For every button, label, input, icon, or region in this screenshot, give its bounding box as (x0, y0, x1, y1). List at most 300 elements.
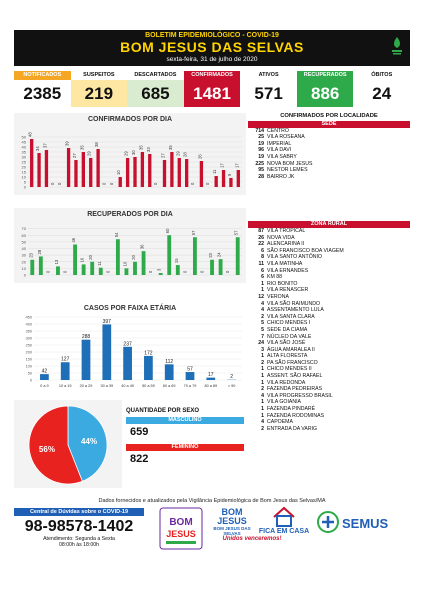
y-tick-label: 45 (21, 139, 26, 145)
locality-count: 2 (261, 313, 264, 320)
y-tick-label: 0 (23, 272, 26, 278)
y-tick-label: 10 (21, 265, 26, 271)
bar (163, 160, 166, 187)
y-tick-label: 250 (25, 343, 32, 348)
locality-row (248, 393, 410, 400)
locality-count: 4 (261, 419, 264, 426)
locality-row (248, 128, 410, 135)
locality-row (248, 340, 410, 347)
stat-value: 1481 (184, 80, 241, 107)
summary-stats (14, 71, 410, 107)
age-chart-panel (14, 305, 246, 390)
stat-3 (184, 71, 241, 107)
bar-value-label: 54 (113, 232, 119, 238)
bar (102, 324, 111, 380)
y-tick-label: 300 (25, 336, 32, 341)
locality-name: FAZENDA PEDREIRAS (267, 386, 323, 393)
bar (30, 260, 34, 275)
locality-name: PA SÃO FRANCISCO (267, 359, 318, 366)
locality-row (248, 228, 410, 235)
locality-row (248, 147, 410, 154)
recovered-chart-title: RECUPERADOS POR DIA (87, 211, 173, 218)
bar-value-label: 397 (102, 318, 111, 325)
category-label: 50 a 59 (142, 384, 155, 388)
bar-value-label: 20 (131, 255, 136, 260)
locality-row (248, 134, 410, 141)
stay-home-block (256, 506, 312, 536)
y-tick-label: 40 (21, 246, 26, 251)
rural-list (248, 228, 410, 432)
bar-value-label: 0 (148, 270, 154, 273)
bar-value-label: 35 (138, 145, 144, 150)
bar (89, 158, 92, 187)
y-tick-label: 200 (25, 350, 32, 355)
locality-row (248, 167, 410, 174)
brand-name: BOM JESUS (217, 507, 247, 526)
bar-value-label: 28 (182, 152, 188, 157)
y-tick-label: 400 (25, 322, 32, 327)
bar-value-label: 48 (27, 132, 33, 137)
locality-name: VILA SÃO RAIMUNDO (267, 300, 321, 307)
bar (159, 273, 163, 275)
locality-count: 225 (255, 160, 264, 167)
rural-header: ZONA RURAL (248, 221, 410, 228)
locality-row (248, 327, 410, 334)
bar (142, 251, 146, 275)
bar (167, 235, 171, 275)
localities-title: CONFIRMADOS POR LOCALIDADE (280, 113, 378, 119)
locality-count: 2 (261, 425, 264, 432)
locality-count: 6 (261, 247, 264, 254)
category-label: 80 a 89 (204, 384, 218, 388)
sex-pie-chart (14, 400, 122, 488)
locality-name: VERONA (267, 293, 289, 300)
locality-row (248, 413, 410, 420)
locality-count: 28 (258, 173, 264, 180)
y-tick-label: 35 (21, 149, 26, 155)
locality-count: 6 (261, 267, 264, 274)
locality-name: NESTOR LEMES (267, 167, 308, 174)
bar (123, 347, 132, 380)
female-label: FEMININO (126, 444, 244, 451)
bar-value-label: 23 (28, 253, 34, 258)
locality-count: 95 (258, 167, 264, 174)
locality-count: 4 (261, 307, 264, 314)
locality-row (248, 314, 410, 321)
contact-hours-time: 08:00h às 18:00h (58, 542, 100, 548)
bar (148, 154, 151, 187)
stat-6 (353, 71, 410, 107)
bar-value-label: 39 (64, 141, 70, 146)
bar (73, 245, 77, 275)
y-tick-label: 5 (23, 179, 26, 185)
locality-count: 26 (258, 234, 264, 241)
locality-name: ASSENT. SÃO RAFAEL (267, 373, 323, 380)
recovered-per-day-chart (14, 208, 246, 283)
y-tick-label: 30 (21, 252, 26, 258)
category-label: 20 a 29 (79, 384, 93, 388)
stat-value: 571 (240, 80, 297, 107)
category-label: 60 a 69 (162, 384, 176, 388)
locality-name: SEDE DA CIAMA (267, 326, 308, 333)
category-label: 10 a 19 (58, 384, 72, 388)
y-tick-label: 40 (21, 144, 26, 150)
bar-value-label: 0 (101, 182, 107, 185)
locality-row (248, 261, 410, 268)
locality-name: CHICO MENDES I (267, 320, 311, 327)
bar (229, 178, 232, 187)
locality-name: VILA SABRY (267, 153, 297, 160)
bar-value-label: 20 (88, 255, 94, 260)
sex-title: QUANTIDADE POR SEXO (126, 408, 200, 414)
y-tick-label: 20 (21, 164, 26, 170)
locality-count: 25 (258, 134, 264, 141)
y-tick-label: 150 (25, 357, 32, 362)
bar-value-label: 17 (219, 163, 225, 168)
bar-value-label: 26 (197, 154, 203, 159)
semus-logo-icon (316, 510, 340, 534)
bar (222, 170, 225, 187)
locality-count: 24 (258, 340, 264, 347)
locality-name: RIO BONITO (267, 280, 298, 287)
cases-by-age-chart (14, 305, 246, 390)
bar (185, 159, 188, 187)
contact-phone[interactable]: 98-98578-1402 (24, 518, 134, 535)
bar-value-label: 0 (182, 270, 188, 273)
y-tick-label: 25 (21, 159, 26, 165)
stat-label: CONFIRMADOS (184, 71, 241, 80)
locality-count: 19 (258, 153, 264, 160)
locality-row (248, 373, 410, 380)
bar-value-label: 11 (212, 169, 218, 174)
pie-slice-label: 56% (38, 445, 55, 455)
bar-value-label: 15 (173, 258, 179, 264)
stat-0 (14, 71, 71, 107)
locality-name: KM 88 (267, 274, 282, 281)
bar-value-label: 27 (160, 153, 166, 158)
locality-count: 714 (255, 127, 264, 134)
category-label: 30 a 39 (100, 384, 114, 388)
category-label: 70 a 79 (183, 384, 197, 388)
semus-text: SEMUS (342, 516, 389, 531)
confirmed-chart-panel (14, 113, 246, 195)
y-tick-label: 10 (21, 174, 26, 180)
stat-value: 886 (297, 80, 354, 107)
locality-row (248, 380, 410, 387)
locality-name: VILA SÃO JOSÉ (267, 340, 306, 347)
bar (119, 177, 122, 187)
house-icon (272, 506, 296, 528)
bar-value-label: 24 (216, 252, 222, 258)
sex-pie-panel (14, 400, 122, 488)
y-tick-label: 70 (21, 226, 26, 232)
brand-block (208, 508, 256, 536)
bar (37, 153, 40, 187)
bar (67, 148, 70, 187)
locality-row (248, 320, 410, 327)
locality-count: 1 (261, 366, 264, 373)
locality-count: 87 (258, 228, 264, 234)
locality-name: VILA REDONDA (267, 379, 306, 386)
bar-value-label: 17 (234, 163, 240, 168)
prefeitura-logo (156, 506, 206, 554)
bar-value-label: 37 (42, 143, 48, 148)
male-value: 659 (130, 426, 149, 438)
bar-value-label: 0 (108, 182, 114, 185)
bar (165, 364, 174, 380)
locality-name: ASSENTAMENTO LULA (267, 307, 324, 314)
bar (236, 237, 240, 275)
bar-value-label: 0 (153, 182, 159, 185)
bar-value-label: 57 (190, 230, 196, 236)
locality-count: 12 (258, 293, 264, 300)
locality-row (248, 294, 410, 301)
bar (45, 150, 48, 187)
locality-count: 3 (261, 346, 264, 353)
locality-count: 6 (261, 274, 264, 281)
contact-box (14, 508, 144, 558)
locality-count: 11 (258, 260, 264, 267)
bar-value-label: 36 (139, 244, 145, 250)
bar-value-label: 10 (122, 261, 128, 267)
bar-value-label: 0 (225, 270, 231, 273)
locality-name: VILA RENASCER (267, 287, 309, 294)
stay-home-text: FICA EM CASA (258, 528, 310, 535)
locality-count: 2 (261, 386, 264, 393)
pie-slice-label: 44% (81, 436, 98, 446)
bar (40, 374, 49, 380)
bar-value-label: 0 (199, 270, 205, 273)
bar-value-label: 288 (81, 334, 91, 341)
bar-value-label: 29 (175, 151, 181, 156)
stat-value: 2385 (14, 80, 71, 107)
bar-value-label: 0 (190, 182, 196, 185)
locality-count: 96 (258, 147, 264, 154)
bar-value-label: 46 (71, 237, 77, 243)
locality-name: FAZENDA PINDARÉ (267, 406, 316, 413)
stat-label: ATIVOS (240, 71, 297, 80)
bar (170, 152, 173, 187)
locality-name: ALENCARINA II (267, 241, 305, 248)
locality-count: 5 (261, 326, 264, 333)
bar-value-label: 35 (79, 145, 85, 150)
y-tick-label: 20 (21, 259, 26, 265)
bar-value-label: 16 (79, 257, 85, 263)
bar (186, 372, 195, 380)
locality-count: 4 (261, 392, 264, 399)
locality-count: 1 (261, 353, 264, 360)
svg-text:JESUS: JESUS (166, 529, 196, 539)
bar-value-label: 57 (233, 230, 239, 236)
locality-name: VILA SANTA CLARA (267, 313, 315, 320)
bar-value-label: 23 (208, 253, 214, 258)
y-tick-label: 30 (21, 154, 26, 160)
y-tick-label: 15 (21, 169, 26, 175)
bar-value-label: 9 (226, 173, 232, 176)
bulletin-header (14, 30, 410, 66)
locality-row (248, 426, 410, 433)
locality-name: ÁGUA AMARALEA II (267, 346, 315, 353)
locality-row (248, 154, 410, 161)
stat-value: 685 (127, 80, 184, 107)
contact-hours-days: Atendimento: Segunda a Sexta (43, 536, 115, 542)
bar-value-label: 17 (208, 372, 214, 379)
locality-count: 8 (261, 254, 264, 261)
data-source-note: Dados fornecidos e atualizados pela Vigilância Epidemiológica de Bom Jesus das Selvas/MA (98, 498, 326, 504)
y-tick-label: 50 (21, 134, 26, 140)
bar (178, 158, 181, 187)
y-tick-label: 0 (23, 184, 26, 190)
y-tick-label: 60 (21, 232, 26, 238)
bar-value-label: 33 (145, 147, 151, 152)
bar-value-label: 0 (105, 270, 111, 273)
bar (210, 260, 214, 275)
locality-name: NOVA VIDA (267, 234, 295, 241)
locality-row (248, 406, 410, 413)
locality-row (248, 241, 410, 248)
category-label: 0 a 9 (40, 384, 49, 388)
locality-name: VILA DAVI (267, 147, 292, 154)
bar (74, 160, 77, 187)
locality-row (248, 360, 410, 367)
y-tick-label: 50 (21, 239, 26, 245)
y-tick-label: 450 (25, 315, 32, 320)
bar (125, 268, 129, 275)
locality-row (248, 141, 410, 148)
stat-label: SUSPEITOS (71, 71, 128, 80)
bar-value-label: 0 (49, 182, 55, 185)
bar (96, 149, 99, 187)
localities-panel (248, 113, 410, 180)
locality-row (248, 386, 410, 393)
locality-row (248, 254, 410, 261)
bar-value-label: 57 (187, 366, 193, 373)
locality-name: VILA SANTO ANTÔNIO (267, 254, 322, 261)
locality-row (248, 174, 410, 181)
slogan: Unidos venceremos! (222, 536, 282, 542)
stat-2 (127, 71, 184, 107)
locality-name: VILA GOIANIA (267, 399, 302, 406)
locality-name: VILA ROSEANA (267, 134, 305, 141)
locality-row (248, 307, 410, 314)
locality-count: 19 (258, 140, 264, 147)
bar (116, 239, 120, 275)
bar-value-label: 172 (144, 350, 153, 357)
locality-count: 22 (258, 241, 264, 248)
recovered-chart-panel (14, 208, 246, 283)
bar (56, 266, 60, 275)
bar (215, 176, 218, 187)
y-tick-label: 50 (27, 371, 32, 376)
bulletin-kicker: BOLETIM EPIDEMIOLÓGICO - COVID-19 (145, 32, 279, 39)
stat-1 (71, 71, 128, 107)
bar-value-label: 0 (204, 182, 210, 185)
sede-header: SEDE (248, 121, 410, 128)
y-tick-label: 0 (29, 378, 32, 383)
bar-value-label: 3 (156, 268, 162, 272)
bar-value-label: 2 (230, 374, 233, 381)
confirmed-per-day-chart (14, 113, 246, 195)
bar (30, 139, 33, 187)
bar-value-label: 38 (94, 142, 100, 147)
y-tick-label: 100 (25, 364, 32, 369)
locality-name: FAZENDA RODOMINAS (267, 412, 325, 419)
svg-text:BOM: BOM (169, 517, 193, 528)
bar-value-label: 0 (57, 182, 63, 185)
bar (141, 152, 144, 187)
bar (219, 259, 223, 275)
locality-row (248, 274, 410, 281)
bar-value-label: 0 (45, 270, 51, 273)
bar (82, 340, 91, 380)
bar-value-label: 29 (86, 151, 92, 156)
locality-name: NÚCLEO DA VALE (267, 333, 312, 340)
locality-name: CHICO MENDES II (267, 366, 312, 373)
bulletin-date: sexta-feira, 31 de julho de 2020 (166, 56, 258, 63)
locality-name: VILA TROPICAL (267, 228, 306, 234)
bar (193, 237, 197, 275)
bar-value-label: 60 (165, 228, 171, 234)
bar-value-label: 0 (62, 270, 68, 273)
locality-count: 5 (261, 320, 264, 327)
category-label: 40 a 49 (121, 384, 134, 388)
locality-row (248, 353, 410, 360)
sede-list (248, 128, 410, 181)
bar (133, 157, 136, 187)
bar-value-label: 34 (35, 146, 41, 151)
stat-5 (297, 71, 354, 107)
bar-value-label: 112 (165, 358, 174, 365)
sex-summary (126, 408, 244, 471)
locality-name: IMPERIAL (267, 140, 292, 147)
bar-value-label: 29 (123, 151, 129, 156)
bar (82, 152, 85, 187)
bar-value-label: 30 (131, 150, 136, 155)
stat-label: DESCARTADOS (127, 71, 184, 80)
bar-value-label: 35 (167, 145, 173, 150)
bar-value-label: 28 (36, 249, 42, 255)
contact-title: Central de Dúvidas sobre o COVID-19 (14, 508, 144, 516)
stat-label: ÓBITOS (353, 71, 410, 80)
locality-row (248, 268, 410, 275)
bar-value-label: 27 (71, 153, 77, 158)
prefeitura-logo-icon (156, 506, 206, 551)
rural-panel (248, 221, 410, 432)
locality-count: 2 (261, 359, 264, 366)
female-value: 822 (130, 453, 149, 465)
confirmed-chart-title: CONFIRMADOS POR DIA (88, 116, 172, 123)
locality-row (248, 281, 410, 288)
bar-value-label: 42 (41, 368, 48, 375)
locality-count: 7 (261, 333, 264, 340)
bar-value-label: 127 (61, 356, 70, 363)
locality-name: CENTRO (267, 127, 289, 134)
municipality-logo-icon (390, 36, 404, 58)
locality-name: SÃO FRANCISCO BOA VIAGEM (267, 247, 344, 254)
stat-value: 24 (353, 80, 410, 107)
stat-label: NOTIFICADOS (14, 71, 71, 80)
male-label: MASCULINO (126, 417, 244, 424)
bar (144, 356, 153, 380)
locality-name: VILA ERNANDES (267, 267, 309, 274)
bar-value-label: 13 (53, 259, 59, 265)
locality-count: 4 (261, 300, 264, 307)
locality-name: CAPOEMA (267, 419, 293, 426)
locality-name: VILA PROGRESSO BRASIL (267, 392, 333, 399)
bar (39, 256, 43, 275)
locality-row (248, 287, 410, 294)
locality-count: 1 (261, 280, 264, 287)
